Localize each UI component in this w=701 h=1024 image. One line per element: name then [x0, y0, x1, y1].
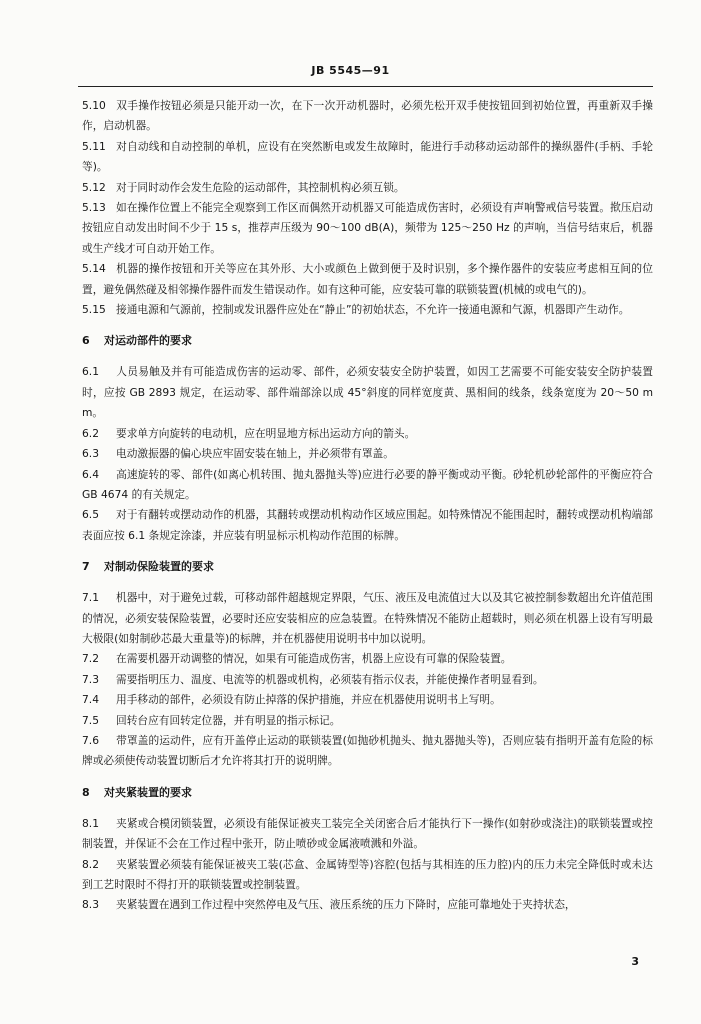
- clause-number: 8.1: [82, 816, 99, 830]
- clause-number: 5.13: [82, 201, 106, 215]
- section-title-text: 对制动保险装置的要求: [104, 560, 214, 574]
- document-body: [82, 96, 653, 916]
- clause-text: 用手移动的部件，必须设有防止掉落的保护措施，并应在机器使用说明书上写明。: [116, 693, 501, 707]
- clause-paragraph: [82, 505, 653, 546]
- clause-paragraph: [82, 731, 653, 772]
- clause-number: 7.1: [82, 591, 99, 605]
- clause-paragraph: [82, 895, 653, 915]
- clause-paragraph: [82, 259, 653, 300]
- clause-text: 高速旋转的零、部件(如离心机转围、抛丸器抛头等)应进行必要的静平衡或动平衡。砂轮机砂轮部件的平衡应符合 GB 4674 的有关规定。: [82, 467, 653, 501]
- clause-text: 带罩盖的运动件，应有开盖停止运动的联锁装置(如抛砂机抛头、抛丸器抛头等)，否则应装有指明开盖有危险的标牌或必须使传动装置切断后才允许将其打开的说明牌。: [82, 733, 653, 768]
- clause-paragraph: [82, 588, 653, 649]
- clause-paragraph: [82, 198, 653, 259]
- clause-text: 需要指明压力、温度、电流等的机器或机构，必须装有指示仪表，并能使操作者明显看到。: [116, 672, 544, 686]
- section-number: 7: [82, 560, 90, 574]
- section-heading: [82, 784, 653, 802]
- clause-number: 7.5: [82, 713, 99, 727]
- clause-number: 7.2: [82, 652, 99, 666]
- header-rule: [78, 86, 653, 87]
- clause-paragraph: [82, 690, 653, 710]
- clause-number: 5.11: [82, 139, 106, 153]
- clause-number: 5.14: [82, 262, 106, 276]
- clause-number: 8.2: [82, 857, 99, 871]
- clause-number: 6.2: [82, 426, 99, 440]
- clause-number: 7.3: [82, 672, 99, 686]
- clause-text: 回转台应有回转定位器，并有明显的指示标记。: [116, 713, 341, 727]
- section-title-text: 对夹紧装置的要求: [104, 785, 192, 799]
- clause-text: 在需要机器开动调整的情况，如果有可能造成伤害，机器上应设有可靠的保险装置。: [116, 652, 512, 666]
- clause-text: 双手操作按钮必须是只能开动一次，在下一次开动机器时，必须先松开双手使按钮回到初始位置，再重新双手操作，启动机器。: [82, 99, 653, 133]
- clause-number: 5.15: [82, 303, 106, 317]
- clause-text: 机器中，对于避免过载，可移动部件超越规定界限，气压、液压及电流值过大以及其它被控制参数超出允许值范围的情况，必须安装保险装置，必要时还应安装相应的应急装置。在特殊情况不能防止超载时，则必须在机器上设有写明最大极限(如射制砂芯最大重量等)的标牌，并在机器使用说明书中加以说明。: [82, 591, 653, 645]
- section-number: 8: [82, 785, 90, 799]
- clause-number: 6.5: [82, 508, 99, 522]
- section-heading: [82, 558, 653, 576]
- clause-paragraph: [82, 444, 653, 464]
- clause-text: 夹紧或合模闭锁装置，必须设有能保证被夹工装完全关闭密合后才能执行下一操作(如射砂或浇注)的联锁装置或控制装置，并保证不会在工作过程中张开，防止喷砂或金属液喷溅和外溢。: [82, 816, 653, 851]
- clause-text: 对自动线和自动控制的单机，应设有在突然断电或发生故障时，能进行手动移动运动部件的操纵器件(手柄、手轮等)。: [82, 139, 653, 174]
- clause-number: 6.1: [82, 365, 99, 379]
- clause-paragraph: [82, 670, 653, 690]
- section-title-text: 对运动部件的要求: [104, 334, 192, 348]
- clause-text: 夹紧装置必须装有能保证被夹工装(芯盒、金属铸型等)容腔(包括与其相连的压力腔)内的压力未完全降低时或未达到工艺时限时不得打开的联锁装置或控制装置。: [82, 857, 653, 891]
- clause-text: 接通电源和气源前，控制或发讯器件应处在“静止”的初始状态，不允许一接通电源和气源，机器即产生动作。: [116, 303, 630, 317]
- clause-paragraph: [82, 465, 653, 506]
- clause-text: 如在操作位置上不能完全观察到工作区而偶然开动机器又可能造成伤害时，必须设有声响警戒信号装置。揿压启动按钮应自动发出时间不少于 15 s，推荐声压级为 90～100 dB(A)，频带为 125～250 Hz 的声响，当信号结束后，机器或生产线才可自动开始工作。: [82, 201, 653, 255]
- clause-number: 7.6: [82, 733, 99, 747]
- clause-text: 机器的操作按钮和开关等应在其外形、大小或颜色上做到便于及时识别，多个操作器件的安装应考虑相互间的位置，避免偶然碰及相邻操作器件而发生错误动作。如有这种可能，应安装可靠的联锁装置(机械的或电气的)。: [82, 262, 653, 296]
- clause-paragraph: [82, 855, 653, 896]
- clause-paragraph: [82, 300, 653, 320]
- clause-number: 7.4: [82, 693, 99, 707]
- clause-paragraph: [82, 814, 653, 855]
- clause-text: 电动激振器的偏心块应牢固安装在轴上，并必须带有罩盖。: [116, 447, 394, 461]
- clause-text: 对于有翻转或摆动动作的机器，其翻转或摆动机构动作区域应围起。如特殊情况不能围起时，翻转或摆动机构端部表面应按 6.1 条规定涂漆，并应装有明显标示机构动作范围的标牌。: [82, 508, 653, 542]
- clause-paragraph: [82, 362, 653, 423]
- clause-number: 8.3: [82, 898, 99, 912]
- clause-text: 人员易触及并有可能造成伤害的运动零、部件，必须安装安全防护装置，如因工艺需要不可能安装安全防护装置时，应按 GB 2893 规定，在运动零、部件端部涂以成 45°斜度的同样宽度黄、黑相间的线条，线条宽度为 20～50 mm。: [82, 365, 653, 420]
- section-number: 6: [82, 334, 90, 348]
- clause-number: 6.4: [82, 467, 99, 481]
- clause-paragraph: [82, 96, 653, 137]
- clause-paragraph: [82, 178, 653, 198]
- clause-number: 6.3: [82, 447, 99, 461]
- clause-paragraph: [82, 649, 653, 669]
- clause-number: 5.12: [82, 180, 106, 194]
- clause-paragraph: [82, 424, 653, 444]
- page-number: 3: [631, 955, 639, 968]
- clause-text: 要求单方向旋转的电动机，应在明显地方标出运动方向的箭头。: [116, 426, 416, 440]
- clause-text: 夹紧装置在遇到工作过程中突然停电及气压、液压系统的压力下降时，应能可靠地处于夹持状态，: [116, 898, 576, 912]
- clause-text: 对于同时动作会发生危险的运动部件，其控制机构必须互锁。: [116, 180, 405, 194]
- section-heading: [82, 332, 653, 350]
- clause-number: 5.10: [82, 99, 106, 112]
- standard-code-header: JB 5545—91: [311, 64, 390, 77]
- clause-paragraph: [82, 711, 653, 731]
- clause-paragraph: [82, 137, 653, 178]
